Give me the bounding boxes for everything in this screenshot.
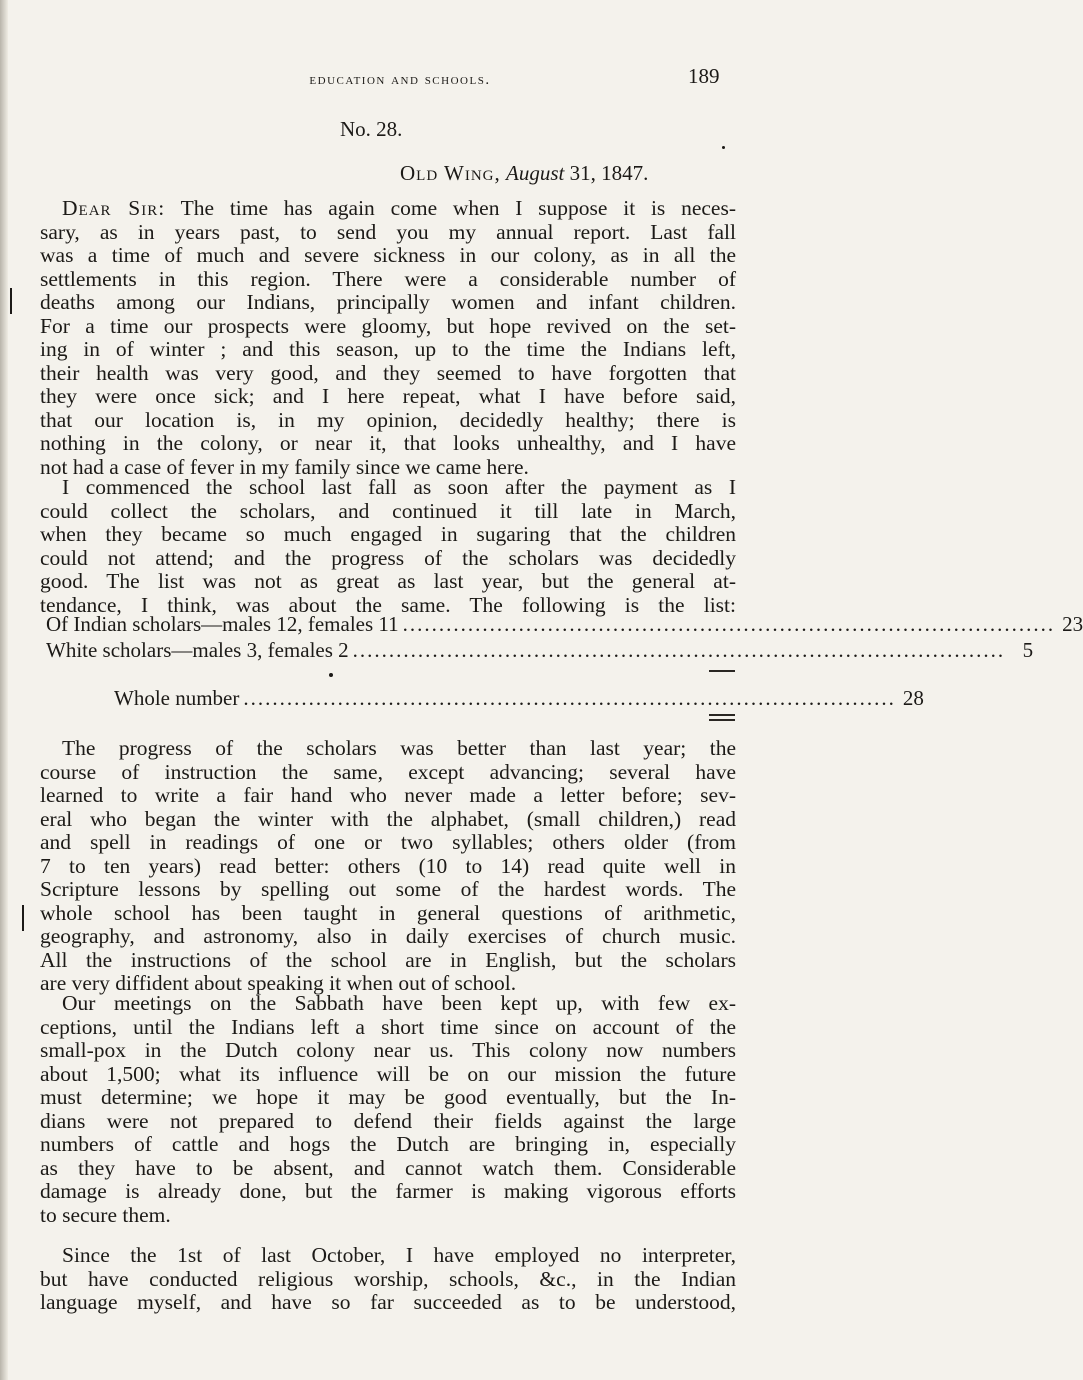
tally-row-indian xyxy=(46,612,1083,637)
tally-value: 5 xyxy=(1022,638,1034,662)
text-line: settlements in this region. There were a considerable number of xyxy=(40,266,736,291)
paragraph-1 xyxy=(40,197,736,479)
text-line: could not attend; and the progress of the scholars was decidedly xyxy=(40,545,736,570)
letter-number: No. 28. xyxy=(340,117,403,141)
paragraph-4 xyxy=(40,992,736,1227)
margin-mark xyxy=(22,905,24,931)
salutation: Dear Sir: xyxy=(62,196,166,220)
text-line: and spell in readings of one or two syllables; others older (from xyxy=(40,830,736,854)
text-line: not had a case of fever in my family since we came here. xyxy=(40,454,529,479)
tally-row-total xyxy=(114,686,924,711)
text-line: small-pox in the Dutch colony near us. This colony now numbers xyxy=(40,1038,736,1062)
dateline xyxy=(400,161,648,186)
text-line: Since the 1st of last October, I have employed no interpreter, xyxy=(62,1243,736,1267)
text-line: eral who began the winter with the alphabet, (small children,) read xyxy=(40,806,736,831)
text-line: deaths among our Indians, principally women and infant children. xyxy=(40,290,736,314)
text-line: to secure them. xyxy=(40,1202,171,1227)
dateline-month: August xyxy=(506,161,565,185)
text-line: All the instructions of the school are in English, but the scholars xyxy=(40,947,736,972)
text-line: good. The list was not as great as last year, but the general at- xyxy=(40,569,736,593)
text-line: they were once sick; and I here repeat, what I have before said, xyxy=(40,384,736,408)
page-edge-shadow xyxy=(0,0,8,1380)
tally-value: 28 xyxy=(902,686,924,710)
tally-label: Of Indian scholars—males 12, females 11 xyxy=(46,612,399,636)
text-line: about 1,500; what its influence will be on our mission the future xyxy=(40,1061,736,1086)
text-line: nothing in the colony, or near it, that looks unhealthy, and I have xyxy=(40,431,736,455)
dateline-place: Old Wing, xyxy=(400,161,501,185)
text-line: that our location is, in my opinion, decidedly healthy; there is xyxy=(40,407,736,432)
ink-speck xyxy=(329,673,333,677)
text-line: damage is already done, but the farmer is making vigorous efforts xyxy=(40,1179,736,1203)
text-line: are very diffident about speaking it when out of school. xyxy=(40,971,517,995)
paragraph-5 xyxy=(40,1244,736,1315)
dateline-date: 31, 1847. xyxy=(569,161,649,185)
text-line: language myself, and have so far succeeded as to be understood, xyxy=(40,1290,736,1314)
text-line: learned to write a fair hand who never made a letter before; sev- xyxy=(40,783,736,807)
text-line: ceptions, until the Indians left a short time since on account of the xyxy=(40,1014,736,1039)
paragraph-3 xyxy=(40,737,736,996)
leader-dots: .......................................................................................... xyxy=(402,612,1056,636)
ink-speck xyxy=(722,146,725,149)
tally-label: Whole number xyxy=(114,686,240,710)
total-double-rule-bottom xyxy=(709,719,735,721)
margin-mark xyxy=(10,288,12,314)
text-line: their health was very good, and they seemed to have forgotten that xyxy=(40,360,736,385)
text-line: could collect the scholars, and continued it till late in March, xyxy=(40,498,736,523)
text-line: dians were not prepared to defend their fields against the large xyxy=(40,1108,736,1133)
text-line: was a time of much and severe sickness in our colony, as in all the xyxy=(40,243,736,267)
text-line: Our meetings on the Sabbath have been kept up, with few ex- xyxy=(62,991,736,1015)
tally-value: 23 xyxy=(1062,612,1083,636)
text-line: For a time our prospects were gloomy, but hope revived on the set- xyxy=(40,313,736,338)
text-line: Scripture lessons by spelling out some of the hardest words. The xyxy=(40,877,736,901)
text-line: as they have to be absent, and cannot watch them. Considerable xyxy=(40,1155,736,1180)
text-line: 7 to ten years) read better: others (10 to 14) read quite well in xyxy=(40,853,736,878)
leader-dots: .......................................................................................... xyxy=(243,686,896,710)
text-line: must determine; we hope it may be good eventually, but the In- xyxy=(40,1085,736,1109)
text-line: when they became so much engaged in sugaring that the children xyxy=(40,522,736,546)
sum-rule xyxy=(709,670,735,672)
text-line: tendance, I think, was about the same. The following is the list: xyxy=(40,592,736,617)
text-line: ing in of winter ; and this season, up to the time the Indians left, xyxy=(40,337,736,361)
text-line: Dear Sir: The time has again come when I suppose it is neces- xyxy=(62,196,736,220)
text-line: I commenced the school last fall as soon after the payment as I xyxy=(62,475,736,499)
tally-row-white xyxy=(46,638,1034,663)
text-line: course of instruction the same, except advancing; several have xyxy=(40,759,736,784)
text-line: numbers of cattle and hogs the Dutch are bringing in, especially xyxy=(40,1132,736,1156)
text-line: The progress of the scholars was better than last year; the xyxy=(62,736,736,760)
text-line: but have conducted religious worship, schools, &c., in the Indian xyxy=(40,1266,736,1291)
tally-label: White scholars—males 3, females 2 xyxy=(46,638,349,662)
page-number: 189 xyxy=(688,64,720,88)
leader-dots: .......................................................................................... xyxy=(352,638,1006,662)
paragraph-2 xyxy=(40,476,736,617)
running-title: education and schools. xyxy=(309,72,491,88)
text-line: geography, and astronomy, also in daily exercises of church music. xyxy=(40,924,736,948)
text-line: sary, as in years past, to send you my annual report. Last fall xyxy=(40,219,736,244)
total-double-rule-top xyxy=(709,714,735,716)
text-line: whole school has been taught in general questions of arithmetic, xyxy=(40,900,736,925)
